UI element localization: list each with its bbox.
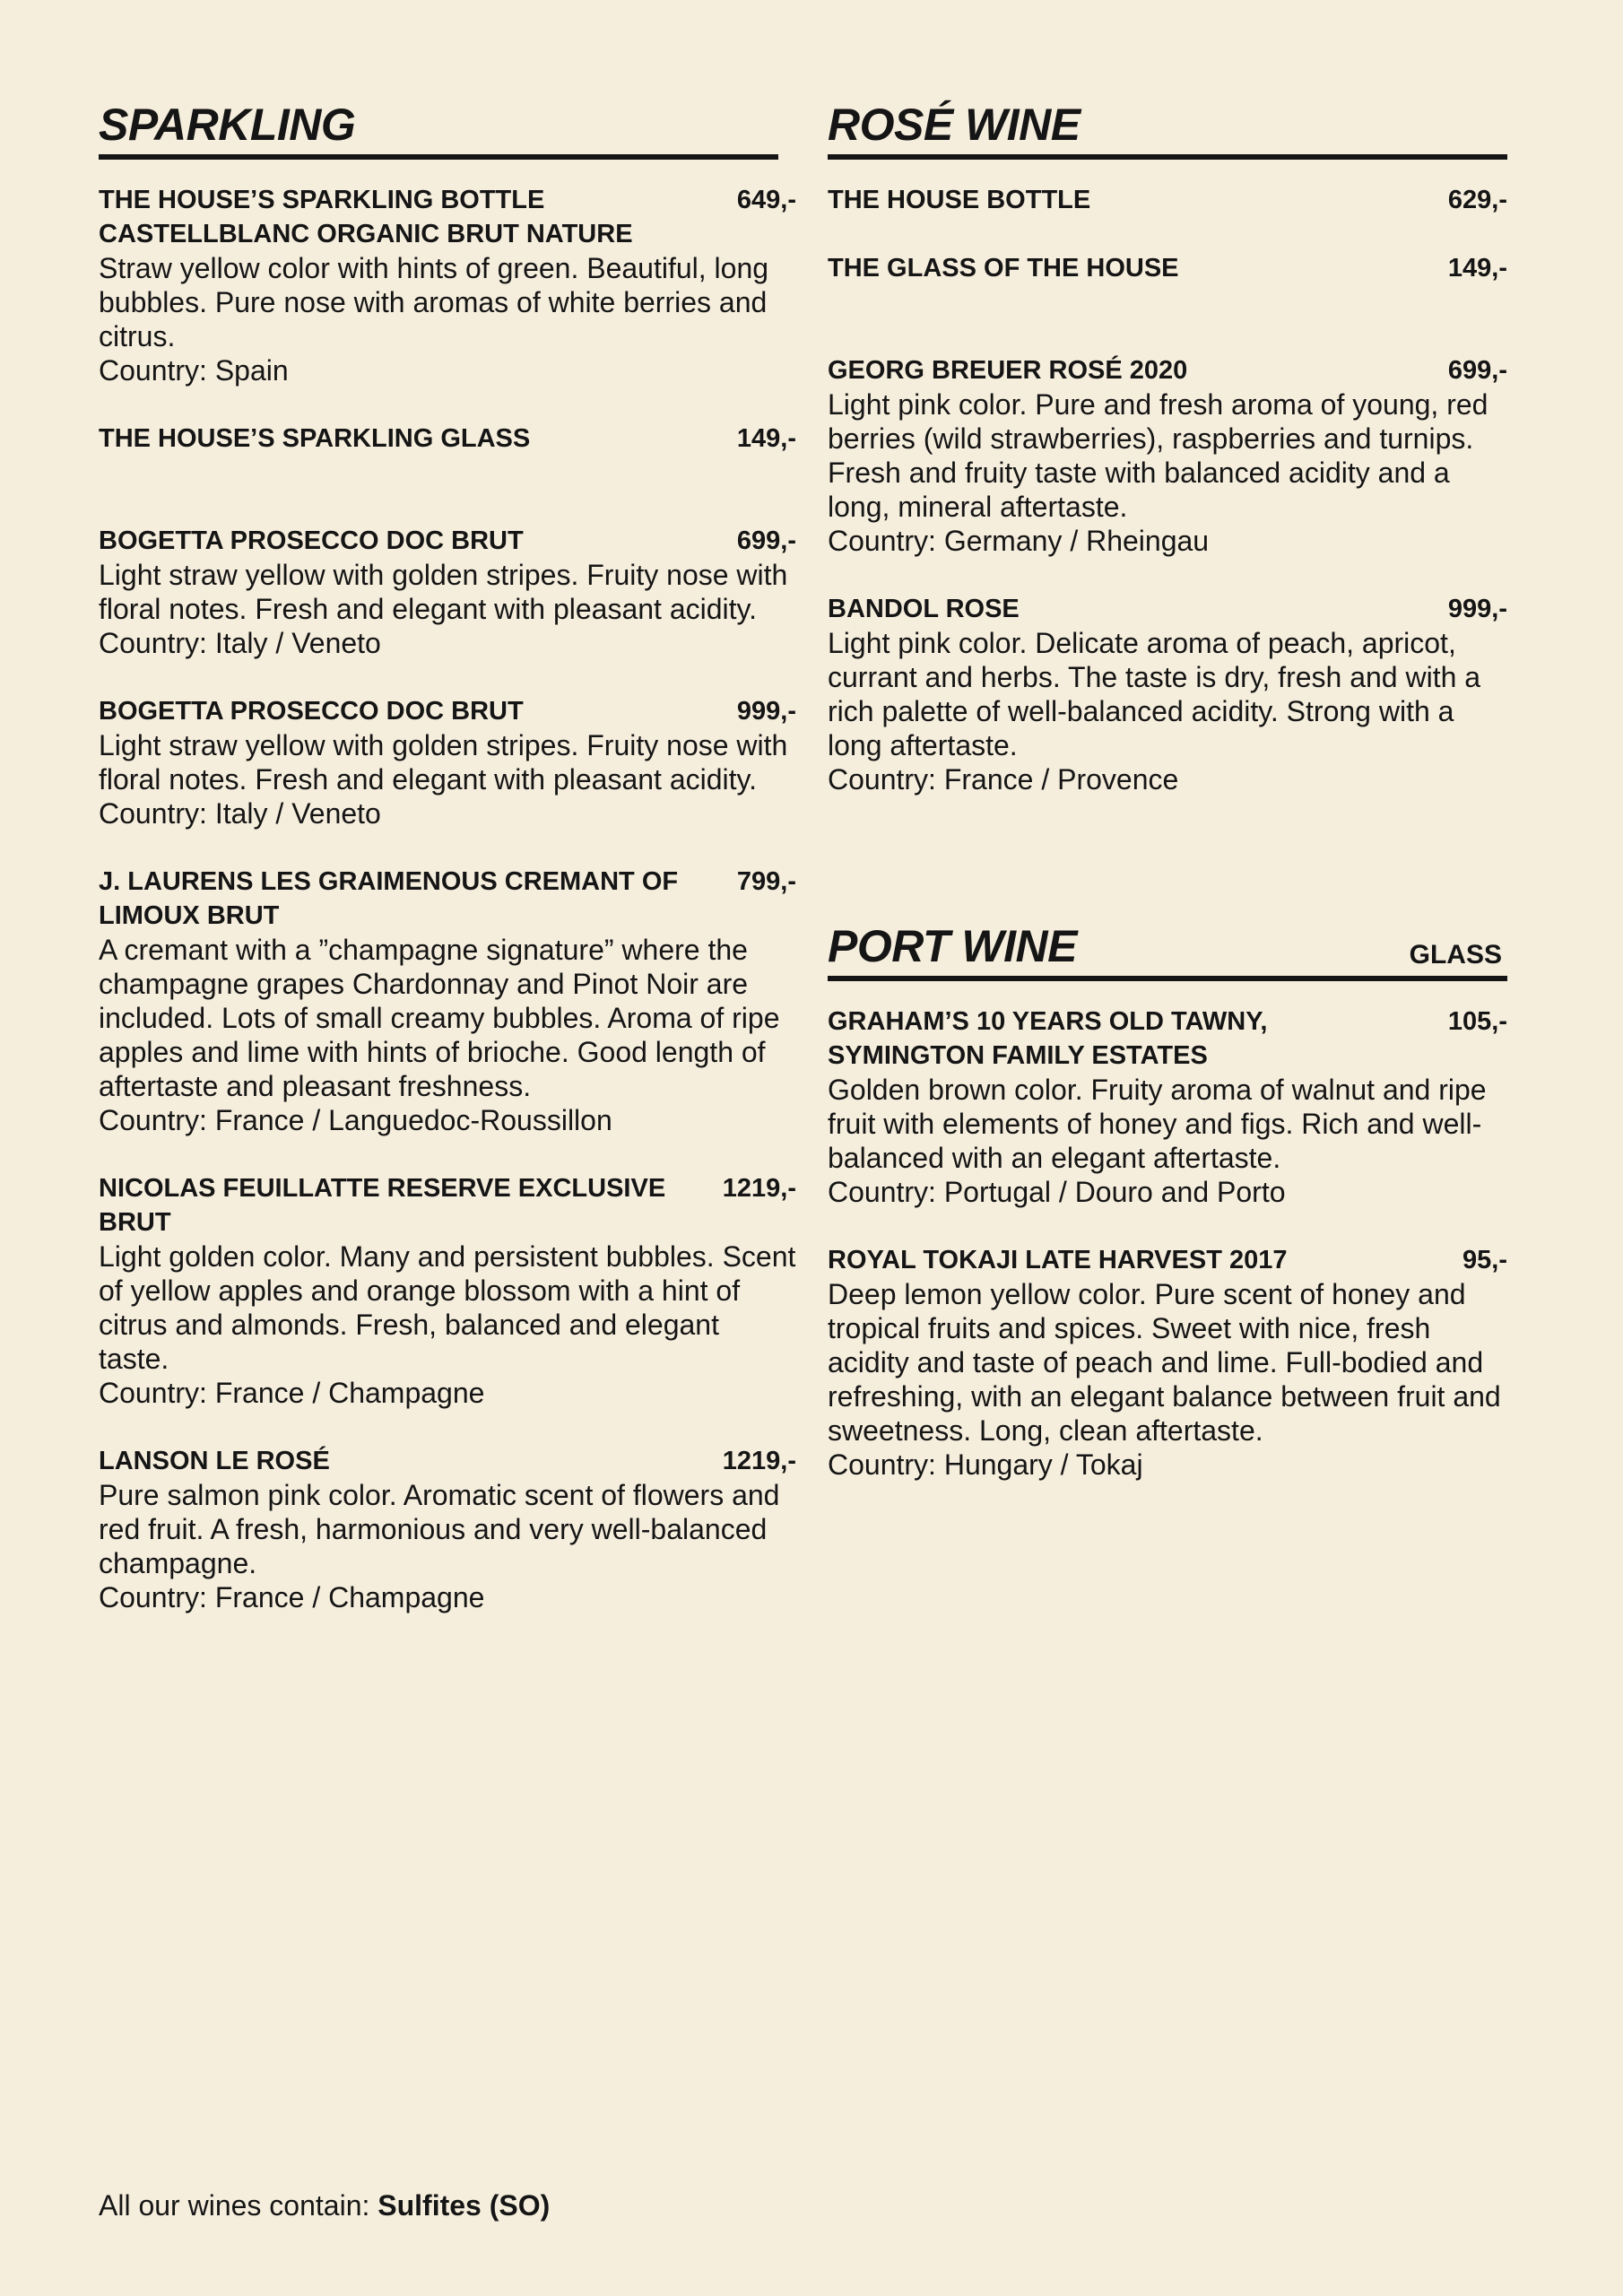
wine-country: Country: Italy / Veneto [99,627,381,659]
wine-price: 629,- [1447,186,1507,214]
wine-description: A cremant with a ”champagne signature” where the champagne grapes Chardonnay and Pinot Noir are included. Lots of small creamy bubbles. Aroma of ripe apples and lime with hints of brioche. Good length of aftertaste and pleasant freshness. [99,934,780,1102]
wine-item [99,1444,796,1614]
sparkling-list [99,183,796,1614]
sparkling-heading [99,99,778,160]
wine-country: Country: France / Champagne [99,1581,485,1613]
rose-port-column [828,99,1507,1516]
wine-price: 649,- [736,186,796,214]
section-title: ROSÉ WINE [828,100,1081,150]
wine-description: Light golden color. Many and persistent bubbles. Scent of yellow apples and orange blossom with a hint of citrus and almonds. Fresh, balanced and elegant taste. [99,1240,796,1375]
wine-name: NICOLAS FEUILLATTE RESERVE EXCLUSIVE BRUT [99,1174,666,1237]
wine-country: Country: Italy / Veneto [99,797,381,830]
wine-price: 105,- [1447,1007,1507,1036]
section-title: PORT WINE [828,921,1077,971]
wine-country: Country: Portugal / Douro and Porto [828,1176,1286,1208]
wine-description: Straw yellow color with hints of green. Beautiful, long bubbles. Pure nose with aromas of white berries and citrus. [99,252,769,352]
rose-list [828,183,1507,796]
wine-item [99,183,796,387]
wine-price: 149,- [1447,254,1507,283]
wine-item [828,251,1507,285]
wine-description: Pure salmon pink color. Aromatic scent of flowers and red fruit. A fresh, harmonious and very well-balanced champagne. [99,1479,780,1579]
wine-name: BOGETTA PROSECCO DOC BRUT [99,526,524,555]
wine-item [828,1004,1507,1209]
glass-column-label: GLASS [1409,940,1502,970]
allergen-footer [99,2188,550,2222]
wine-price: 999,- [736,697,796,726]
wine-name: ROYAL TOKAJI LATE HARVEST 2017 [828,1246,1288,1274]
wine-name: GEORG BREUER ROSÉ 2020 [828,356,1188,385]
wine-country: Country: Germany / Rheingau [828,525,1210,557]
wine-description: Light pink color. Pure and fresh aroma of young, red berries (wild strawberries), raspberries and turnips. Fresh and fruity taste with balanced acidity and a long, mineral aftertaste. [828,388,1488,523]
wine-name: BANDOL ROSE [828,595,1020,623]
wine-price: 799,- [736,867,796,896]
wine-price: 95,- [1462,1246,1507,1274]
wine-price: 149,- [736,424,796,453]
port-section [828,920,1507,1482]
wine-name: BOGETTA PROSECCO DOC BRUT [99,697,524,726]
wine-item [99,524,796,660]
wine-name: GRAHAM’S 10 YEARS OLD TAWNY, SYMINGTON FAMILY ESTATES [828,1007,1268,1070]
wine-country: Country: France / Provence [828,763,1179,796]
wine-description: Light pink color. Delicate aroma of peach, apricot, currant and herbs. The taste is dry, fresh and with a rich palette of well-balanced acidity. Strong with a long aftertaste. [828,627,1481,761]
wine-name: THE HOUSE’S SPARKLING BOTTLE CASTELLBLANC ORGANIC BRUT NATURE [99,186,633,248]
wine-country: Country: France / Languedoc-Roussillon [99,1104,612,1136]
wine-name: THE HOUSE BOTTLE [828,186,1091,214]
wine-country: Country: Hungary / Tokaj [828,1448,1143,1481]
footer-text: All our wines contain: [99,2189,378,2222]
wine-country: Country: Spain [99,354,289,387]
wine-item [828,1243,1507,1482]
wine-name: J. LAURENS LES GRAIMENOUS CREMANT OF LIMOUX BRUT [99,867,679,930]
rose-heading [828,99,1507,160]
wine-item [99,865,796,1137]
wine-name: THE GLASS OF THE HOUSE [828,254,1179,283]
footer-allergen: Sulfites (SO) [378,2189,551,2222]
wine-description: Light straw yellow with golden stripes. Fruity nose with floral notes. Fresh and elegant with pleasant acidity. [99,559,788,625]
wine-description: Deep lemon yellow color. Pure scent of honey and tropical fruits and spices. Sweet with nice, fresh acidity and taste of peach and lime. Full-bodied and refreshing, with an elegant balance between fruit and sweetness. Long, clean aftertaste. [828,1278,1501,1447]
wine-item [99,694,796,831]
wine-description: Light straw yellow with golden stripes. Fruity nose with floral notes. Fresh and elegant with pleasant acidity. [99,729,788,796]
wine-item [828,183,1507,217]
wine-price: 699,- [1447,356,1507,385]
wine-price: 699,- [736,526,796,555]
wine-name: LANSON LE ROSÉ [99,1447,330,1475]
wine-item [828,592,1507,796]
wine-item [99,422,796,456]
wine-price: 1219,- [722,1447,796,1475]
wine-description: Golden brown color. Fruity aroma of walnut and ripe fruit with elements of honey and figs. Rich and well-balanced with an elegant aftertaste. [828,1074,1487,1174]
port-heading [828,920,1507,981]
wine-country: Country: France / Champagne [99,1377,485,1409]
wine-item [99,1171,796,1410]
wine-price: 999,- [1447,595,1507,623]
wine-item [828,353,1507,558]
port-list [828,1004,1507,1482]
section-title: SPARKLING [99,100,356,150]
sparkling-column [99,99,796,1648]
wine-price: 1219,- [722,1174,796,1203]
wine-name: THE HOUSE’S SPARKLING GLASS [99,424,531,453]
